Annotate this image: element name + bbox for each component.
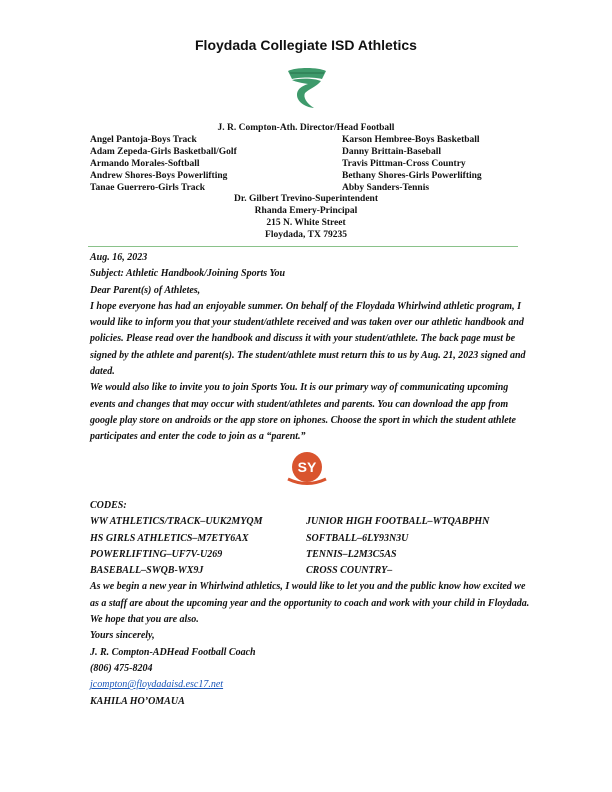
letter-paragraph: We would also like to invite you to join Sports You. It is our primary way of communicating upcoming events and changes that may occur with student/athletes and parents. You can download the app from google play store on androids or the app store on iphones. Choose the sport in which the student athlete participates and enter the code to join as a “parent.” <box>90 382 516 443</box>
code-item: BASEBALL–SWQB-WX9J <box>90 565 204 577</box>
header-divider <box>88 246 518 247</box>
code-item: JUNIOR HIGH FOOTBALL–WTQABPHN <box>306 516 490 528</box>
code-item: WW ATHLETICS/TRACK–UUK2MYQM <box>90 516 263 528</box>
address-street: 215 N. White Street <box>266 218 346 228</box>
signer-name: J. R. Compton-ADHead Football Coach <box>90 646 256 658</box>
codes-heading: CODES: <box>90 500 127 511</box>
staff-item: Adam Zepeda-Girls Basketball/Golf <box>90 147 237 157</box>
letter-subject: Subject: Athletic Handbook/Joining Sports You <box>90 268 286 280</box>
staff-list-left <box>90 134 237 194</box>
administration-block <box>0 193 612 241</box>
address-city: Floydada, TX 79235 <box>265 230 347 240</box>
staff-item: Bethany Shores-Girls Powerlifting <box>342 171 482 181</box>
principal: Rhanda Emery-Principal <box>254 206 358 216</box>
staff-item: Danny Brittain-Baseball <box>342 147 441 157</box>
code-item: SOFTBALL–6LY93N3U <box>306 532 409 544</box>
footer-name: KAHILA HO’OMAUA <box>90 695 185 707</box>
codes-and-closing <box>90 498 530 710</box>
letter-date: Aug. 16, 2023 <box>90 252 148 263</box>
letter-paragraph: I hope everyone has had an enjoyable summer. On behalf of the Floydada Whirlwind athletic program, I would like to inform you that your student/athlete received and was taken over our athletic handbook and policies. Please read over the handbook and discuss it with your student/athlete. The back page must be signed by the athlete and parent(s). The student/athlete must return this to us by Aug. 21, 2023 signed and dated. <box>90 300 526 378</box>
staff-item: Karson Hembree-Boys Basketball <box>342 135 480 145</box>
code-item: POWERLIFTING–UF7V-U269 <box>90 548 223 560</box>
athletic-director: J. R. Compton-Ath. Director/Head Football <box>217 123 395 133</box>
sports-you-logo-icon <box>284 452 330 486</box>
code-item: CROSS COUNTRY– <box>306 565 393 577</box>
letter-body <box>90 250 530 446</box>
email-link[interactable]: jcompton@floydadaisd.esc17.net <box>90 679 224 691</box>
staff-item: Travis Pittman-Cross Country <box>342 159 466 169</box>
staff-item: Angel Pantoja-Boys Track <box>90 135 197 145</box>
phone-number: (806) 475-8204 <box>90 662 153 674</box>
staff-item: Andrew Shores-Boys Powerlifting <box>90 171 228 181</box>
code-item: HS GIRLS ATHLETICS–M7ETY6AX <box>90 532 249 544</box>
page-title: Floydada Collegiate ISD Athletics <box>195 37 417 53</box>
superintendent: Dr. Gilbert Trevino-Superintendent <box>233 194 378 204</box>
staff-item: Abby Sanders-Tennis <box>342 183 430 193</box>
letter-salutation: Dear Parent(s) of Athletes, <box>90 284 201 296</box>
whirlwind-logo-icon <box>284 65 330 111</box>
staff-list-right <box>342 134 482 194</box>
closing-paragraph: As we begin a new year in Whirlwind athletics, I would like to let you and the public know how excited we as a staff are about the upcoming year and the opportunity to coach and work with your child in Floydada. We hope that you are also. <box>90 581 530 626</box>
staff-item: Tanae Guerrero-Girls Track <box>90 183 206 193</box>
code-item: TENNIS–L2M3C5AS <box>306 548 397 560</box>
staff-item: Armando Morales-Softball <box>90 159 200 169</box>
signoff: Yours sincerely, <box>90 630 155 642</box>
sports-you-logo-text: SY <box>297 459 317 475</box>
codes-table <box>90 514 530 579</box>
